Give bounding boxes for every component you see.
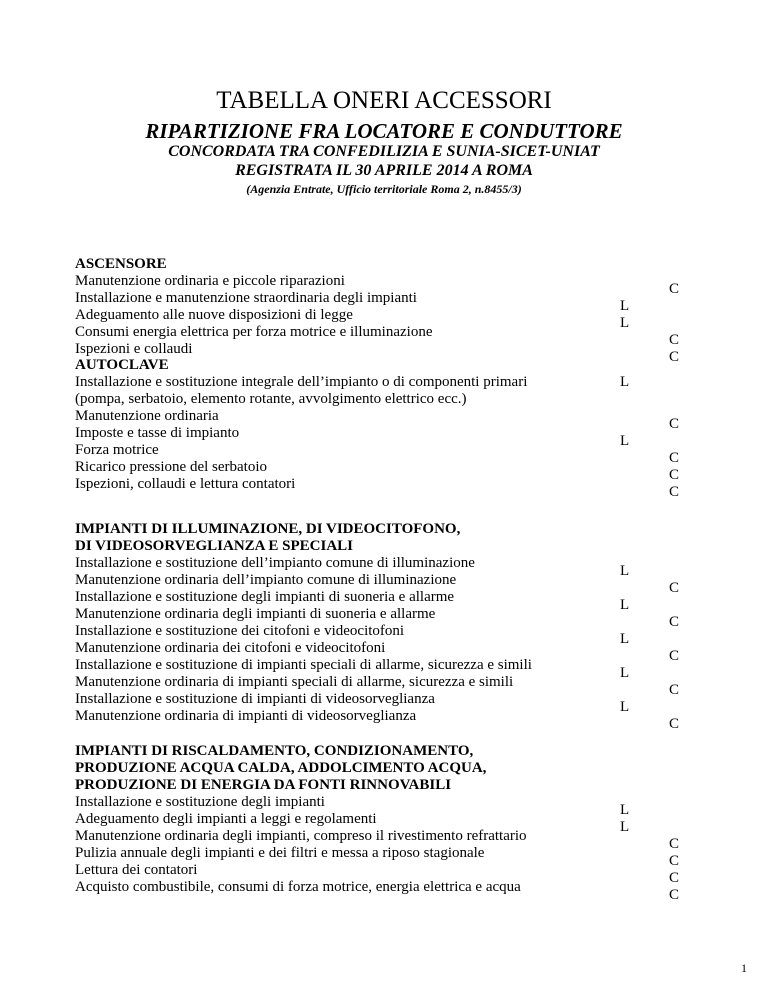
conduttore-mark: C: [669, 870, 680, 886]
table-row: [75, 589, 695, 613]
section-title: PRODUZIONE DI ENERGIA DA FONTI RINNOVABILI: [75, 777, 452, 793]
conduttore-mark: C: [669, 580, 680, 596]
row-text: Installazione e manutenzione straordinaria degli impianti: [75, 290, 417, 306]
table-row: [75, 290, 695, 314]
row-text: Adeguamento alle nuove disposizioni di legge: [75, 307, 353, 323]
conduttore-mark: C: [669, 853, 680, 869]
row-text: Installazione e sostituzione integrale dell’impianto o di componenti primari: [75, 374, 528, 390]
section-title: IMPIANTI DI ILLUMINAZIONE, DI VIDEOCITOFONO,: [75, 521, 461, 537]
locatore-mark: L: [620, 374, 630, 390]
row-text: Installazione e sostituzione degli impianti di suoneria e allarme: [75, 589, 455, 605]
table-row: [75, 845, 695, 869]
row-text: Manutenzione ordinaria degli impianti di suoneria e allarme: [75, 606, 436, 622]
registration-line: REGISTRATA IL 30 APRILE 2014 A ROMA: [235, 162, 533, 179]
section-illuminazione: [75, 521, 695, 732]
locatore-mark: L: [620, 819, 630, 835]
table-row: [75, 572, 695, 596]
row-text: Installazione e sostituzione degli impianti: [75, 794, 325, 810]
section-riscaldamento: [75, 743, 695, 903]
agreement-line: CONCORDATA TRA CONFEDILIZIA E SUNIA-SICET-UNIAT: [168, 143, 600, 160]
row-text: Consumi energia elettrica per forza motrice e illuminazione: [75, 324, 433, 340]
table-row: [75, 657, 695, 681]
row-text: Pulizia annuale degli impianti e dei filtri e messa a riposo stagionale: [75, 845, 485, 861]
conduttore-mark: C: [669, 416, 680, 432]
table-row: [75, 794, 695, 818]
locatore-mark: L: [620, 597, 630, 613]
locatore-mark: L: [620, 315, 630, 331]
row-text: Acquisto combustibile, consumi di forza motrice, energia elettrica e acqua: [75, 879, 521, 895]
conduttore-mark: C: [669, 682, 680, 698]
conduttore-mark: C: [669, 281, 680, 297]
locatore-mark: L: [620, 298, 630, 314]
row-text: Ricarico pressione del serbatoio: [75, 459, 268, 475]
conduttore-mark: C: [669, 716, 680, 732]
table-row: [75, 476, 695, 500]
page-number: 1: [741, 961, 747, 975]
table-row: [75, 691, 695, 715]
conduttore-mark: C: [669, 648, 680, 664]
table-row: [75, 828, 695, 852]
table-row: [75, 606, 695, 630]
row-text: Manutenzione ordinaria dei citofoni e videocitofoni: [75, 640, 386, 656]
conduttore-mark: C: [669, 332, 680, 348]
row-text: Manutenzione ordinaria degli impianti, compreso il rivestimento refrattario: [75, 828, 527, 844]
table-row: [75, 442, 695, 466]
table-row: [75, 879, 695, 903]
conduttore-mark: C: [669, 836, 680, 852]
locatore-mark: L: [620, 563, 630, 579]
document-title: TABELLA ONERI ACCESSORI: [216, 87, 552, 114]
row-text: Manutenzione ordinaria dell’impianto comune di illuminazione: [75, 572, 457, 588]
conduttore-mark: C: [669, 349, 680, 365]
table-row: [75, 623, 695, 647]
locatore-mark: L: [620, 802, 630, 818]
locatore-mark: L: [620, 433, 630, 449]
table-row: [75, 307, 695, 331]
table-row: [75, 273, 695, 297]
section-title: ASCENSORE: [75, 256, 167, 272]
locatore-mark: L: [620, 665, 630, 681]
table-row: [75, 391, 695, 408]
conduttore-mark: C: [669, 450, 680, 466]
row-text: Manutenzione ordinaria di impianti di videosorveglianza: [75, 708, 417, 724]
table-row: [75, 374, 695, 391]
row-text: Forza motrice: [75, 442, 159, 458]
table-row: [75, 640, 695, 664]
row-text: Installazione e sostituzione di impianti speciali di allarme, sicurezza e simili: [75, 657, 532, 673]
table-row: [75, 555, 695, 579]
locatore-mark: L: [620, 699, 630, 715]
row-text: Manutenzione ordinaria: [75, 408, 219, 424]
row-text: (pompa, serbatoio, elemento rotante, avvolgimento elettrico ecc.): [75, 391, 467, 407]
row-text: Adeguamento degli impianti a leggi e regolamenti: [75, 811, 377, 827]
section-autoclave: [75, 357, 695, 500]
section-title: AUTOCLAVE: [75, 357, 169, 373]
table-row: [75, 425, 695, 449]
table-row: [75, 408, 695, 432]
table-row: [75, 324, 695, 348]
row-text: Ispezioni e collaudi: [75, 341, 193, 357]
row-text: Manutenzione ordinaria e piccole riparazioni: [75, 273, 345, 289]
table-row: [75, 708, 695, 732]
table-row: [75, 674, 695, 698]
table-row: [75, 811, 695, 835]
row-text: Ispezioni, collaudi e lettura contatori: [75, 476, 296, 492]
document-subtitle: RIPARTIZIONE FRA LOCATORE E CONDUTTORE: [145, 119, 623, 143]
row-text: Installazione e sostituzione dell’impianto comune di illuminazione: [75, 555, 475, 571]
row-text: Installazione e sostituzione di impianti di videosorveglianza: [75, 691, 435, 707]
conduttore-mark: C: [669, 614, 680, 630]
table-row: [75, 862, 695, 886]
section-title: DI VIDEOSORVEGLIANZA E SPECIALI: [75, 538, 354, 554]
conduttore-mark: C: [669, 887, 680, 903]
row-text: Lettura dei contatori: [75, 862, 198, 878]
row-text: Imposte e tasse di impianto: [75, 425, 240, 441]
section-title: PRODUZIONE ACQUA CALDA, ADDOLCIMENTO ACQUA,: [75, 760, 487, 776]
table-row: [75, 459, 695, 483]
locatore-mark: L: [620, 631, 630, 647]
conduttore-mark: C: [669, 467, 680, 483]
agency-reference: (Agenzia Entrate, Ufficio territoriale Roma 2, n.8455/3): [246, 182, 522, 196]
section-title: IMPIANTI DI RISCALDAMENTO, CONDIZIONAMENTO,: [75, 743, 474, 759]
row-text: Manutenzione ordinaria di impianti speciali di allarme, sicurezza e simili: [75, 674, 514, 690]
conduttore-mark: C: [669, 484, 680, 500]
row-text: Installazione e sostituzione dei citofoni e videocitofoni: [75, 623, 405, 639]
